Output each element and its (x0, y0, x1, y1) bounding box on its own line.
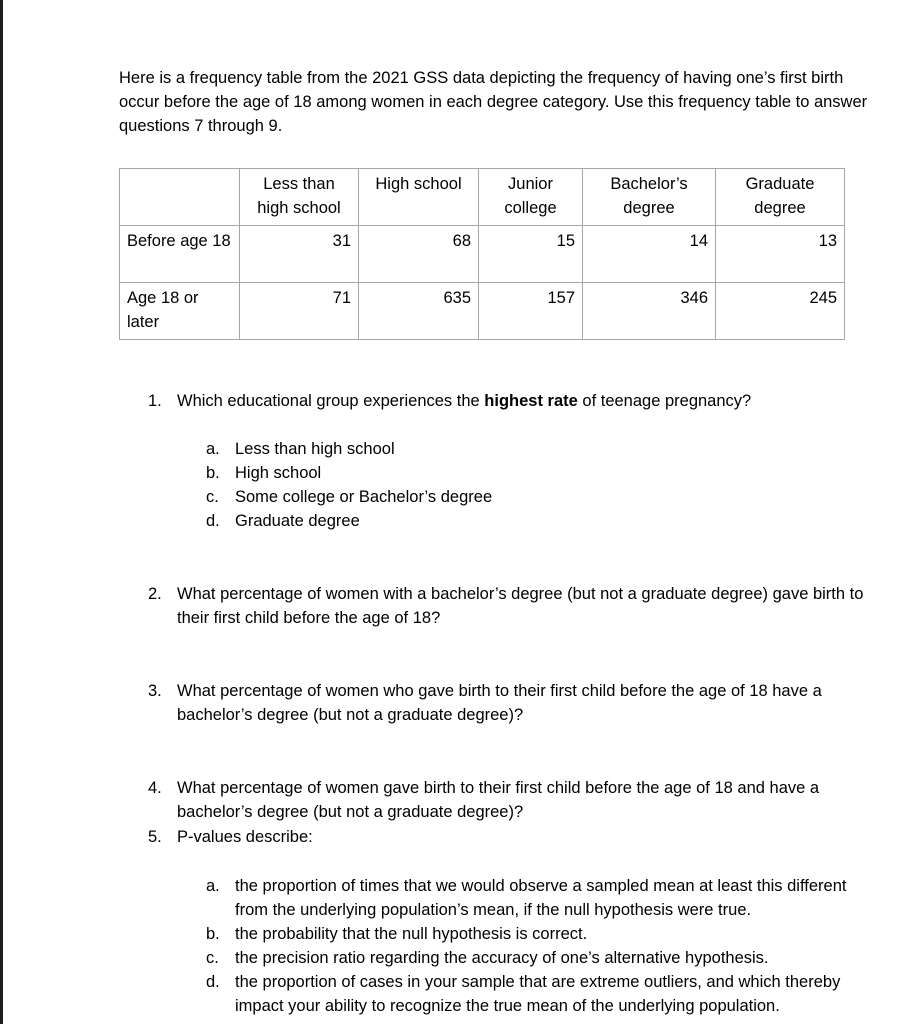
option-letter: c. (206, 949, 219, 967)
option-letter: b. (206, 925, 220, 943)
table-cell: 68 (359, 226, 479, 283)
option-letter: d. (206, 973, 220, 991)
list-item (206, 437, 806, 461)
list-item (206, 874, 866, 922)
list-item (206, 485, 806, 509)
table-cell: 15 (479, 226, 583, 283)
question-text: P-values describe: (177, 828, 313, 846)
question-number: 2. (148, 585, 162, 603)
question-text (177, 389, 751, 413)
question-1-options (206, 437, 806, 533)
question-5-options (206, 874, 866, 1018)
header-less-than-high-school: Less than high school (240, 169, 359, 226)
header-junior-college: Junior college (479, 169, 583, 226)
table-cell: 635 (359, 283, 479, 340)
frequency-table (119, 168, 845, 340)
table-cell: 346 (583, 283, 716, 340)
option-text: Graduate degree (235, 512, 360, 530)
option-letter: a. (206, 877, 220, 895)
question-text-part: Which educational group experiences the (177, 392, 485, 410)
header-cell-empty (120, 169, 240, 226)
question-text: What percentage of women gave birth to their first child before the age of 18 and have a bachelor’s degree (but not a graduate degree)? (177, 779, 820, 821)
question-text: What percentage of women with a bachelor’s degree (but not a graduate degree) gave birth to their first child before the age of 18? (177, 585, 864, 627)
option-text: the proportion of cases in your sample that are extreme outliers, and which thereby impact your ability to recognize the true mean of the underlying population. (235, 973, 841, 1015)
page-left-border (0, 0, 3, 1024)
list-item (206, 461, 806, 485)
table-header-row (120, 169, 845, 226)
option-text: the proportion of times that we would observe a sampled mean at least this different from the underlying population’s mean, if the null hypothesis were true. (235, 877, 847, 919)
question-number: 5. (148, 828, 162, 846)
option-letter: c. (206, 488, 219, 506)
question-text: What percentage of women who gave birth to their first child before the age of 18 have a bachelor’s degree (but not a graduate degree)? (177, 682, 822, 724)
table-cell: 157 (479, 283, 583, 340)
table-cell: 14 (583, 226, 716, 283)
question-number: 4. (148, 779, 162, 797)
question-text-emphasis: highest rate (484, 392, 578, 410)
option-text: High school (235, 464, 322, 482)
list-item (206, 946, 866, 970)
header-graduate-degree: Graduate degree (716, 169, 845, 226)
header-high-school: High school (359, 169, 479, 226)
header-bachelors-degree: Bachelor’s degree (583, 169, 716, 226)
table-cell: 31 (240, 226, 359, 283)
table-row (120, 226, 845, 283)
option-text: the precision ratio regarding the accuracy of one’s alternative hypothesis. (235, 949, 769, 967)
list-item (206, 509, 806, 533)
question-number: 1. (148, 392, 162, 410)
table-cell: 245 (716, 283, 845, 340)
option-text: Less than high school (235, 440, 395, 458)
option-letter: a. (206, 440, 220, 458)
option-letter: b. (206, 464, 220, 482)
question-text-part: of teenage pregnancy? (577, 392, 752, 410)
row-label: Before age 18 (120, 226, 240, 283)
table-cell: 13 (716, 226, 845, 283)
option-text: Some college or Bachelor’s degree (235, 488, 493, 506)
list-item (206, 970, 866, 1018)
row-label: Age 18 or later (120, 283, 240, 340)
intro-paragraph: Here is a frequency table from the 2021 GSS data depicting the frequency of having one’s first birth occur before the age of 18 among women in each degree category. Use this frequency table to answer questions 7 through 9. (119, 69, 868, 135)
table-cell: 71 (240, 283, 359, 340)
option-text: the probability that the null hypothesis is correct. (235, 925, 588, 943)
table-row (120, 283, 845, 340)
question-number: 3. (148, 682, 162, 700)
option-letter: d. (206, 512, 220, 530)
list-item (206, 922, 866, 946)
